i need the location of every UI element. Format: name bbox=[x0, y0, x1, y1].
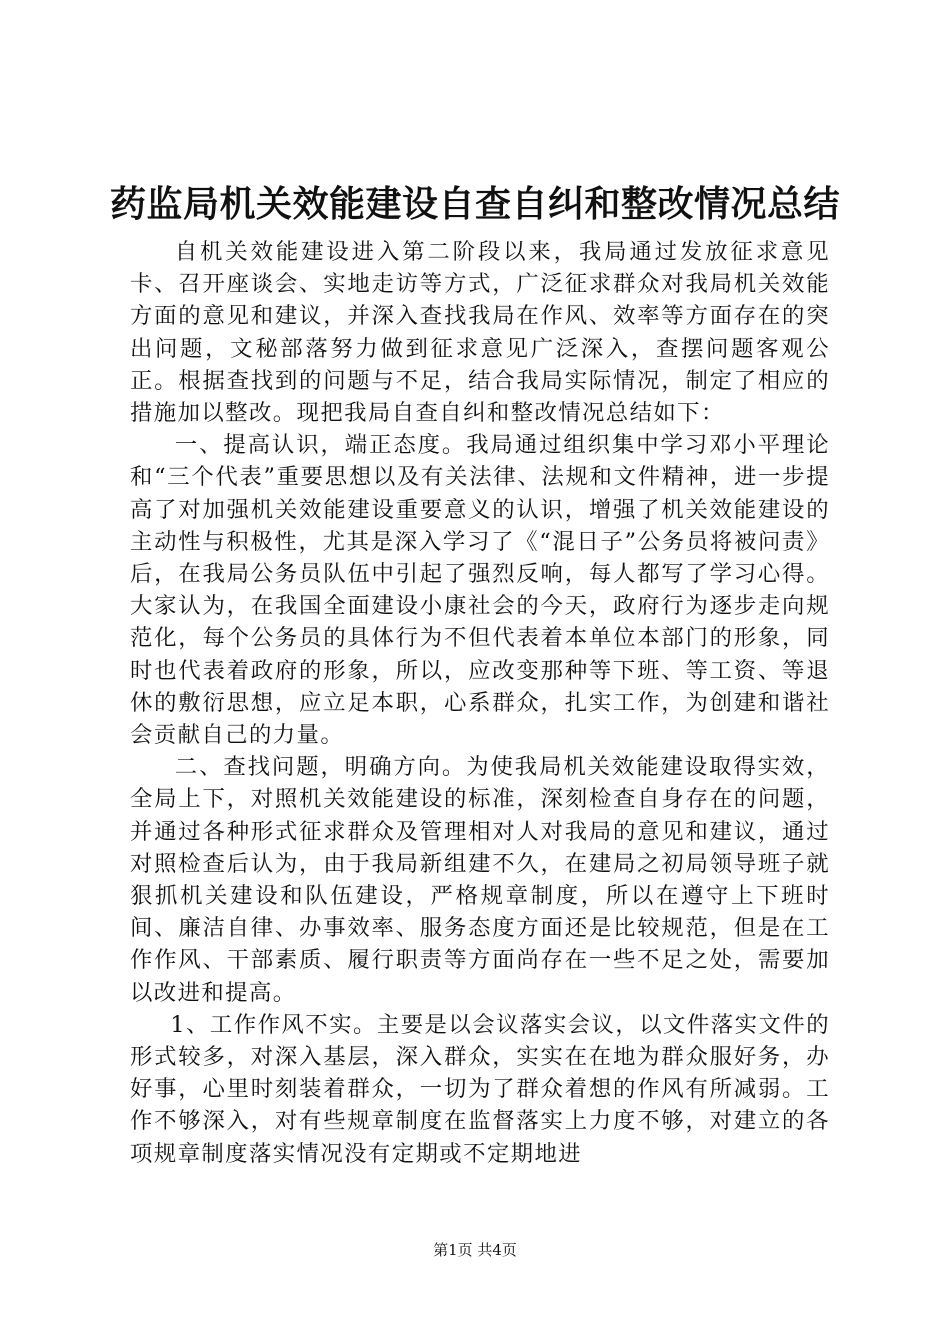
paragraph-item-one: 1、工作作风不实。主要是以会议落实会议，以文件落实文件的形式较多，对深入基层，深入群众，实实在在地为群众服好务，办好事，心里时刻装着群众，一切为了群众着想的作风有所减弱。工作不够深入，对有些规章制度在监督落实上力度不够，对建立的各项规章制度落实情况没有定期或不定期地进 bbox=[130, 1011, 830, 1167]
paragraph-intro: 自机关效能建设进入第二阶段以来，我局通过发放征求意见卡、召开座谈会、实地走访等方式，广泛征求群众对我局机关效能方面的意见和建议，并深入查找我局在作风、效率等方面存在的突出问题，文秘部落努力做到征求意见广泛深入，查摆问题客观公正。根据查找到的问题与不足，结合我局实际情况，制定了相应的措施加以整改。现把我局自查自纠和整改情况总结如下： bbox=[130, 239, 830, 427]
paragraph-section-two: 二、查找问题，明确方向。为使我局机关效能建设取得实效，全局上下，对照机关效能建设的标准，深刻检查自身存在的问题，并通过各种形式征求群众及管理相对人对我局的意见和建议，通过对照检查后认为，由于我局新组建不久，在建局之初局领导班子就狠抓机关建设和队伍建设，严格规章制度，所以在遵守上下班时间、廉洁自律、办事效率、服务态度方面还是比较规范，但是在工作作风、干部素质、履行职责等方面尚存在一些不足之处，需要加以改进和提高。 bbox=[130, 754, 830, 1006]
paragraph-section-one: 一、提高认识，端正态度。我局通过组织集中学习邓小平理论和“三个代表”重要思想以及有关法律、法规和文件精神，进一步提高了对加强机关效能建设重要意义的认识，增强了机关效能建设的主动性与积极性，尤其是深入学习了《“混日子”公务员将被问责》后，在我局公务员队伍中引起了强烈反响，每人都写了学习心得。大家认为，在我国全面建设小康社会的今天，政府行为逐步走向规范化，每个公务员的具体行为不但代表着本单位本部门的形象，同时也代表着政府的形象，所以，应改变那种等下班、等工资、等退休的敷衍思想，应立足本职，心系群众，扎实工作，为创建和谐社会贡献自己的力量。 bbox=[130, 432, 830, 749]
page-number-footer: 第1页 共4页 bbox=[433, 1241, 517, 1259]
document-body bbox=[130, 236, 830, 1170]
document-title: 药监局机关效能建设自查自纠和整改情况总结 bbox=[110, 183, 841, 225]
